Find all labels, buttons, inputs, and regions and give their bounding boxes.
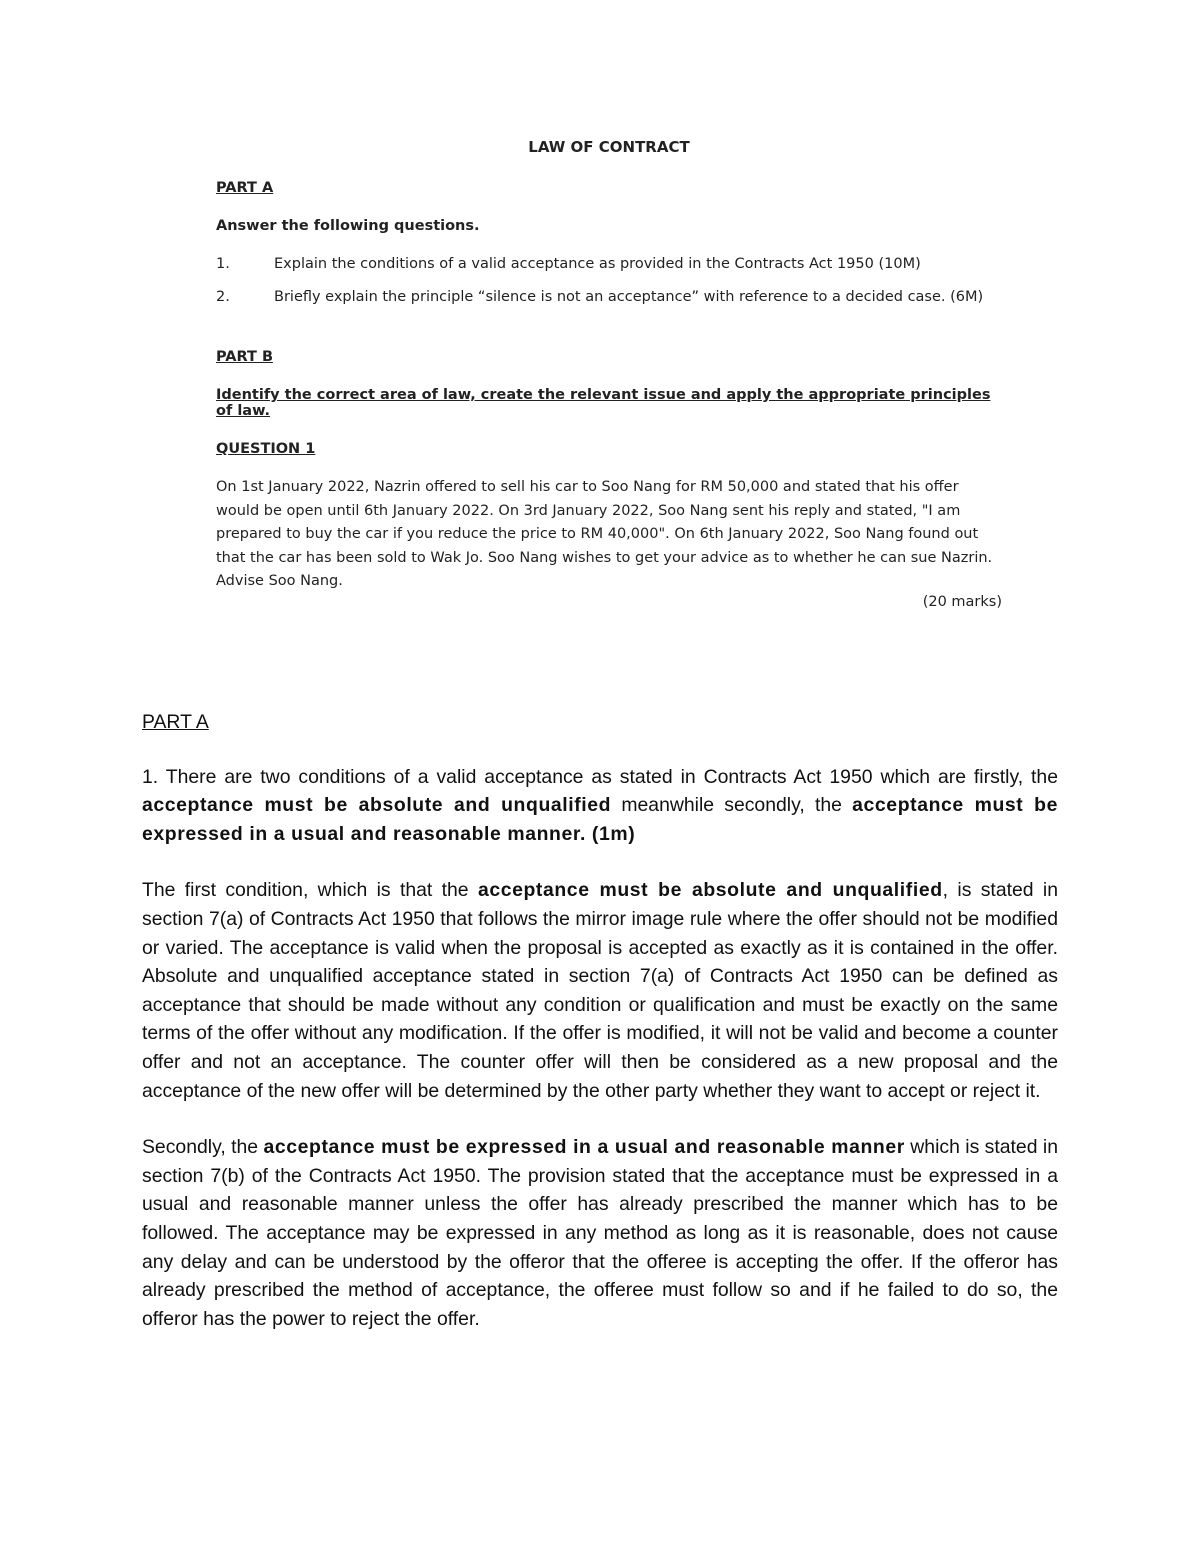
answer-bold-text: acceptance must be absolute and unqualified	[142, 794, 612, 817]
question-1-heading: QUESTION 1	[216, 441, 316, 457]
part-a-instruction: Answer the following questions.	[216, 218, 480, 234]
document-title: LAW OF CONTRACT	[528, 138, 690, 156]
question-sheet-image	[216, 138, 1002, 610]
answer-text: 1. There are two conditions of a valid acceptance as stated in Contracts Act 1950 which are firstly, the	[142, 765, 1058, 788]
answer-bold-text: acceptance must be expressed in a usual and reasonable manner	[263, 1136, 905, 1159]
answer-paragraph-2	[142, 876, 1058, 1105]
question-number: 2.	[216, 289, 230, 305]
answer-text: The first condition, which is that the	[142, 879, 478, 902]
question-text: Explain the conditions of a valid acceptance as provided in the Contracts Act 1950 (10M)	[274, 256, 921, 272]
case-scenario: On 1st January 2022, Nazrin offered to sell his car to Soo Nang for RM 50,000 and stated that his offer would be open until 6th January 2022. On 3rd January 2022, Soo Nang sent his reply and stated, "I am prepared to buy the car if you reduce the price to RM 40,000". On 6th January 2022, Soo Nang found out that the car has been sold to Wak Jo. Soo Nang wishes to get your advice as to whether he can sue Nazrin. Advise Soo Nang.	[216, 479, 993, 589]
answer-part-a-heading: PART A	[142, 711, 209, 733]
question-item	[216, 256, 1002, 272]
answer-paragraph-3	[142, 1133, 1058, 1333]
answer-bold-text: acceptance must be expressed in a usual and reasonable manner. (1m)	[142, 794, 1058, 845]
answer-text: , is stated in section 7(a) of Contracts Act 1950 that follows the mirror image rule where the offer should not be modified or varied. The acceptance is valid when the proposal is accepted as exactly as it is contained in the offer. Absolute and unqualified acceptance stated in section 7(a) of Contracts Act 1950 can be defined as acceptance that should be made without any condition or qualification and must be exactly on the same terms of the offer without any modification. If the offer is modified, it will not be valid and become a counter offer and not an acceptance. The counter offer will then be considered as a new proposal and the acceptance of the new offer will be determined by the other party whether they want to accept or reject it.	[142, 879, 1058, 1102]
question-item	[216, 289, 1002, 305]
answer-section	[142, 708, 1058, 1361]
question-text: Briefly explain the principle “silence is not an acceptance” with reference to a decided case. (6M)	[274, 289, 984, 305]
answer-text: which is stated in section 7(b) of the Contracts Act 1950. The provision stated that the acceptance must be expressed in a usual and reasonable manner unless the offer has already prescribed the manner which has to be followed. The acceptance may be expressed in any method as long as it is reasonable, does not cause any delay and can be understood by the offeror that the offeree is accepting the offer. If the offeror has already prescribed the method of acceptance, the offeree must follow so and if he failed to do so, the offeror has the power to reject the offer.	[142, 1136, 1059, 1330]
marks-label: (20 marks)	[922, 593, 1002, 610]
part-a-heading: PART A	[216, 180, 274, 196]
answer-bold-text: acceptance must be absolute and unqualified	[477, 879, 943, 902]
part-b-heading: PART B	[216, 349, 274, 365]
part-b-instruction: Identify the correct area of law, create the relevant issue and apply the appropriate principles of law.	[216, 387, 991, 419]
question-number: 1.	[216, 256, 230, 272]
answer-paragraph-1	[142, 763, 1058, 849]
answer-text: Secondly, the	[142, 1136, 264, 1159]
answer-text: meanwhile secondly, the	[611, 794, 853, 817]
